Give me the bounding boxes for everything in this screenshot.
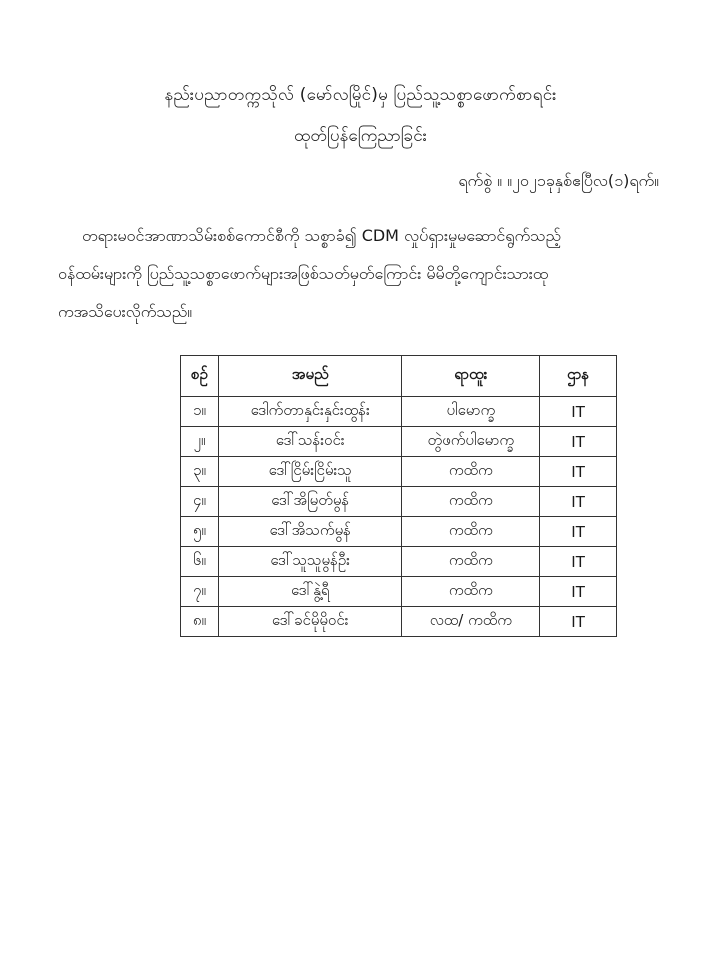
row-number: ၄။ (181, 487, 219, 517)
row-number: ၃။ (181, 457, 219, 487)
announcement-paragraph (58, 217, 678, 331)
header-number: စဉ် (181, 356, 219, 397)
row-department: IT (540, 547, 617, 577)
table-row (181, 487, 617, 517)
paragraph-line: တရားမဝင်အာဏာသိမ်းစစ်ကောင်စီကို သစ္စာခံ၍ CDM လှုပ်ရှားမှုမဆောင်ရွက်သည့် (82, 226, 562, 245)
row-number: ၇။ (181, 577, 219, 607)
row-department: IT (540, 607, 617, 637)
table-row (181, 577, 617, 607)
row-department: IT (540, 577, 617, 607)
row-name: ဒေါ်ငြိမ်းငြိမ်းသူ (218, 457, 402, 487)
document-date: ရက်စွဲ ။ ။၂၀၂၁ခုနှစ်ဧပြီလ(၁)ရက်။ (458, 171, 659, 190)
row-name: ဒေါ်သူသူမွန်ဦး (218, 547, 402, 577)
row-department: IT (540, 487, 617, 517)
row-department: IT (540, 397, 617, 427)
table-row (181, 427, 617, 457)
row-department: IT (540, 517, 617, 547)
row-rank: ကထိက (402, 517, 540, 547)
header-name: အမည် (218, 356, 402, 397)
row-name: ဒေါ်သန်းဝင်း (218, 427, 402, 457)
table-row (181, 517, 617, 547)
table-row (181, 547, 617, 577)
paragraph-line: ဝန်ထမ်းများကို ပြည်သူ့သစ္စာဖောက်များအဖြစ်သတ်မှတ်ကြောင်း မိမိတို့ကျောင်းသားထု (58, 264, 549, 283)
table-row (181, 607, 617, 637)
row-name: ဒေါ်အိမြတ်မွန် (218, 487, 402, 517)
row-rank: တွဲဖက်ပါမောက္ခ (402, 427, 540, 457)
row-name: ဒေါ်နွဲ့ရီ (218, 577, 402, 607)
row-number: ၆။ (181, 547, 219, 577)
header-department: ဌာန (540, 356, 617, 397)
row-number: ၈။ (181, 607, 219, 637)
row-number: ၂။ (181, 427, 219, 457)
row-rank: လထ/ ကထိက (402, 607, 540, 637)
row-department: IT (540, 427, 617, 457)
paragraph-line: ကအသိပေးလိုက်သည်။ (58, 302, 193, 321)
row-department: IT (540, 457, 617, 487)
table-row (181, 397, 617, 427)
row-number: ၅။ (181, 517, 219, 547)
row-name: ဒေါက်တာနှင်းနှင်းထွန်း (218, 397, 402, 427)
document-title: နည်းပညာတက္ကသိုလ် (မော်လမြိုင်)မှ ပြည်သူ့သစ္စာဖောက်စာရင်း (164, 85, 557, 105)
header-rank: ရာထူး (402, 356, 540, 397)
row-rank: ကထိက (402, 577, 540, 607)
row-rank: ကထိက (402, 457, 540, 487)
row-number: ၁။ (181, 397, 219, 427)
staff-table (180, 355, 617, 637)
row-rank: ကထိက (402, 487, 540, 517)
table-row (181, 457, 617, 487)
document-subtitle: ထုတ်ပြန်ကြေညာခြင်း (294, 126, 427, 146)
row-rank: ပါမောက္ခ (402, 397, 540, 427)
table-header-row (181, 356, 617, 397)
row-name: ဒေါ်အိသက်မွန် (218, 517, 402, 547)
row-rank: ကထိက (402, 547, 540, 577)
row-name: ဒေါ်ခင်မိုမိုဝင်း (218, 607, 402, 637)
